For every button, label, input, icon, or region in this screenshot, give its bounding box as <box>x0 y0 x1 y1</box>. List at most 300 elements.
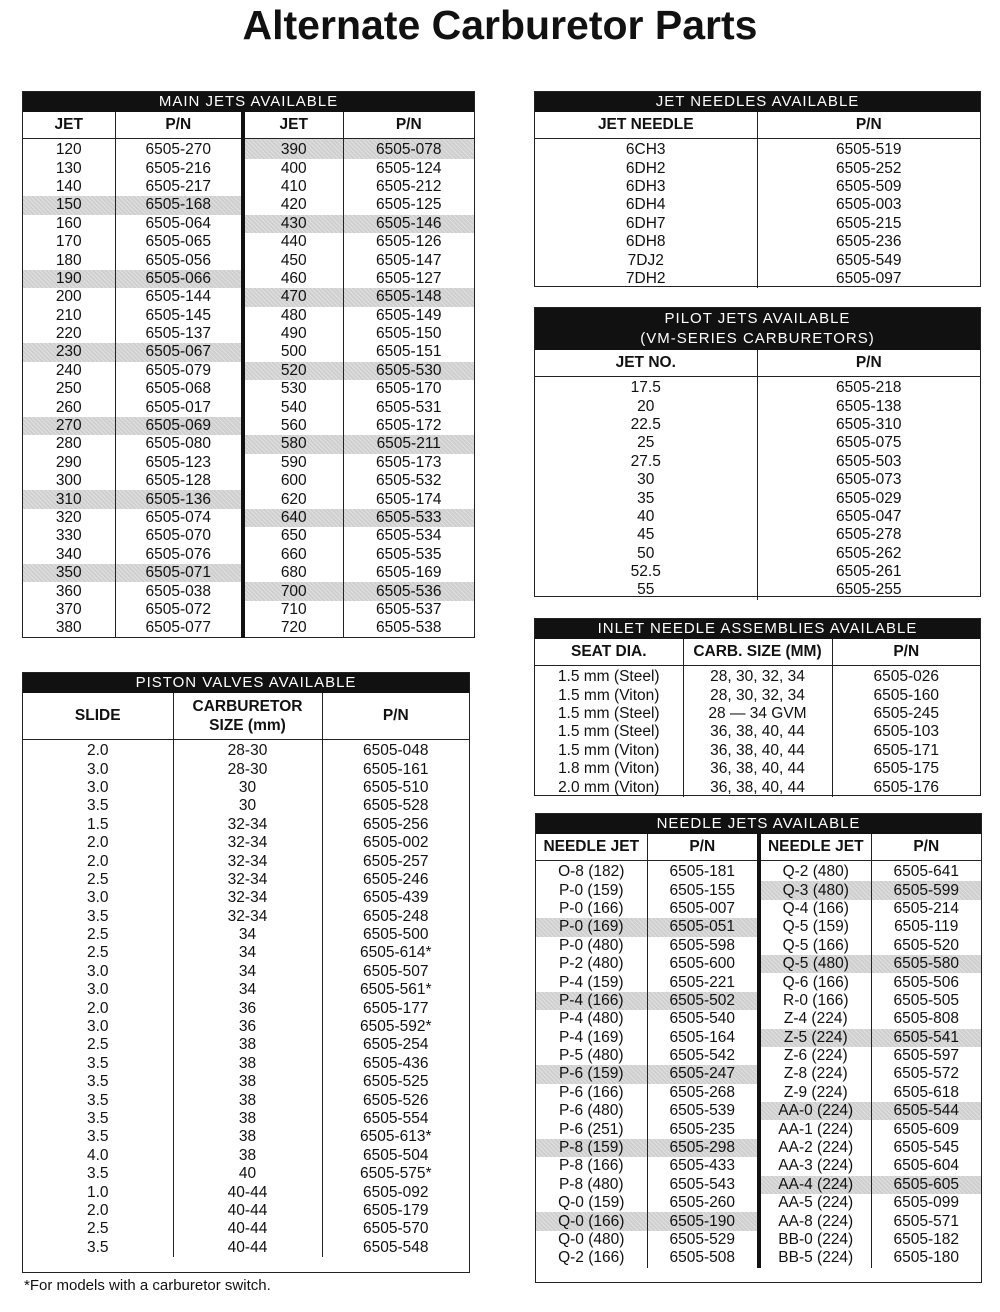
footnote: *For models with a carburetor switch. <box>24 1277 271 1294</box>
part-number-cell: 6505-254 <box>362 1036 429 1054</box>
slide-cell: 2.5 <box>23 944 173 962</box>
table-row <box>536 1010 981 1028</box>
needle-jet-cell: Q-4 (166) <box>759 900 871 918</box>
main-jets-heading: MAIN JETS AVAILABLE <box>23 92 474 112</box>
table-row <box>23 999 469 1017</box>
table-row <box>536 1047 981 1065</box>
part-number-cell: 6505-065 <box>115 233 243 251</box>
jet-size-cell: 240 <box>23 362 115 380</box>
jet-size-cell: 170 <box>23 233 115 251</box>
jet-size-cell: 310 <box>23 490 115 508</box>
table-row <box>536 1176 981 1194</box>
carb-size-cell: 32-34 <box>173 871 322 889</box>
slide-cell: 2.0 <box>23 834 173 852</box>
table-row <box>23 889 469 907</box>
part-number-cell: 6505-150 <box>375 325 442 343</box>
slide-cell: 3.5 <box>23 797 173 815</box>
needle-jet-cell: Q-0 (159) <box>536 1194 647 1212</box>
part-number-cell: 6505-067 <box>115 343 243 361</box>
part-number-cell: 6505-161 <box>362 760 429 778</box>
table-row <box>535 526 980 544</box>
part-number-cell: 6505-544 <box>871 1102 981 1120</box>
part-number-cell: 6505-509 <box>835 177 902 195</box>
jet-size-cell: 320 <box>23 509 115 527</box>
slide-cell: 2.5 <box>23 1220 173 1238</box>
table-row <box>23 981 469 999</box>
jet-needles-heading: JET NEEDLES AVAILABLE <box>535 92 980 112</box>
part-number-cell: 6505-252 <box>835 159 902 177</box>
slide-cell: 2.5 <box>23 871 173 889</box>
part-number-cell: 6505-246 <box>362 870 429 888</box>
column-header: NEEDLE JET <box>759 834 871 861</box>
table-row <box>23 816 469 834</box>
part-number-cell: 6505-164 <box>647 1029 759 1047</box>
jet-number-cell: 55 <box>535 581 757 599</box>
jet-number-cell: 45 <box>535 526 757 544</box>
part-number-cell: 6505-599 <box>871 881 981 899</box>
part-number-cell: 6505-570 <box>362 1220 429 1238</box>
table-row <box>23 1110 469 1128</box>
table-row <box>536 1157 981 1175</box>
table-row <box>23 871 469 889</box>
table-row <box>23 546 474 564</box>
table-row <box>23 1018 469 1036</box>
part-number-cell: 6505-520 <box>893 936 959 954</box>
part-number-cell: 6505-604 <box>893 1157 959 1175</box>
slide-cell: 3.5 <box>23 1239 173 1257</box>
part-number-cell: 6505-190 <box>647 1212 759 1230</box>
part-number-cell: 6505-176 <box>873 778 939 796</box>
part-number-cell: 6505-172 <box>375 417 442 435</box>
table-row <box>23 215 474 233</box>
part-number-cell: 6505-248 <box>362 907 429 925</box>
table-row <box>23 1073 469 1091</box>
part-number-cell: 6505-215 <box>835 214 902 232</box>
table-row <box>535 723 980 741</box>
jet-number-cell: 27.5 <box>535 453 757 471</box>
slide-cell: 3.5 <box>23 1128 173 1146</box>
table-row <box>23 1036 469 1054</box>
part-number-cell: 6505-561* <box>359 981 432 999</box>
jet-size-cell: 230 <box>23 343 115 361</box>
table-row <box>535 397 980 415</box>
table-row <box>536 1065 981 1083</box>
carb-size-cell: 38 <box>173 1036 322 1054</box>
jet-size-cell: 480 <box>243 307 343 325</box>
needle-jet-cell: Q-6 (166) <box>759 973 871 991</box>
table-row <box>535 233 980 251</box>
table-row <box>23 398 474 416</box>
part-number-cell: 6505-173 <box>375 453 442 471</box>
column-header: SLIDE <box>23 693 173 740</box>
part-number-cell: 6505-536 <box>343 582 474 600</box>
jet-size-cell: 700 <box>243 582 343 600</box>
needle-jet-cell: Q-2 (166) <box>536 1249 647 1267</box>
carb-size-cell: 40 <box>173 1165 322 1183</box>
part-number-cell: 6505-002 <box>362 834 429 852</box>
table-row <box>536 1212 981 1230</box>
part-number-cell: 6505-103 <box>873 723 939 741</box>
needle-jet-cell: Q-3 (480) <box>759 881 871 899</box>
part-number-cell: 6505-268 <box>647 1084 759 1102</box>
jet-size-cell: 490 <box>243 325 343 343</box>
needle-jet-cell: Q-0 (480) <box>536 1231 647 1249</box>
part-number-cell: 6505-078 <box>343 139 474 160</box>
needle-jet-cell: Q-2 (480) <box>759 861 871 882</box>
table-row <box>535 666 980 687</box>
part-number-cell: 6505-048 <box>362 742 429 760</box>
part-number-cell: 6505-147 <box>375 251 442 269</box>
needle-jet-cell: P-4 (480) <box>536 1010 647 1028</box>
jet-needle-cell: 6DH4 <box>535 196 757 214</box>
seat-diameter-cell: 1.5 mm (Steel) <box>535 723 683 741</box>
part-number-cell: 6505-149 <box>375 306 442 324</box>
part-number-cell: 6505-545 <box>893 1139 959 1157</box>
jet-number-cell: 20 <box>535 397 757 415</box>
part-number-cell: 6505-029 <box>835 489 902 507</box>
carb-size-cell: 36, 38, 40, 44 <box>683 742 832 760</box>
jet-size-cell: 180 <box>23 251 115 269</box>
part-number-cell: 6505-179 <box>362 1201 429 1219</box>
table-row <box>23 380 474 398</box>
carb-size-cell: 34 <box>173 926 322 944</box>
needle-jet-cell: P-2 (480) <box>536 955 647 973</box>
table-row <box>23 343 474 361</box>
part-number-cell: 6505-549 <box>835 251 902 269</box>
carb-size-cell: 40-44 <box>173 1239 322 1257</box>
part-number-cell: 6505-580 <box>871 955 981 973</box>
table-row <box>536 861 981 882</box>
carb-size-cell: 40-44 <box>173 1183 322 1201</box>
part-number-cell: 6505-614* <box>359 944 432 962</box>
table-row <box>23 417 474 435</box>
table-row <box>23 963 469 981</box>
part-number-cell: 6505-217 <box>115 178 243 196</box>
table-row <box>535 453 980 471</box>
needle-jet-cell: P-0 (159) <box>536 881 647 899</box>
table-row <box>535 545 980 563</box>
table-row <box>536 955 981 973</box>
part-number-cell: 6505-500 <box>362 926 429 944</box>
part-number-cell: 6505-526 <box>362 1091 429 1109</box>
jet-size-cell: 640 <box>243 509 343 527</box>
part-number-cell: 6505-503 <box>835 452 902 470</box>
slide-cell: 3.0 <box>23 963 173 981</box>
part-number-cell: 6505-600 <box>647 955 759 973</box>
part-number-cell: 6505-136 <box>115 490 243 508</box>
part-number-cell: 6505-144 <box>115 288 243 306</box>
table-row <box>23 852 469 870</box>
part-number-cell: 6505-026 <box>873 668 939 686</box>
jet-size-cell: 420 <box>243 196 343 214</box>
part-number-cell: 6505-571 <box>893 1212 959 1230</box>
inlet-needles-heading: INLET NEEDLE ASSEMBLIES AVAILABLE <box>535 619 980 639</box>
column-header: P/N <box>757 112 980 139</box>
part-number-cell: 6505-532 <box>375 472 442 490</box>
part-number-cell: 6505-145 <box>115 307 243 325</box>
table-row <box>23 251 474 269</box>
part-number-cell: 6505-278 <box>835 526 902 544</box>
table-row <box>536 881 981 899</box>
carb-size-cell: 36 <box>173 999 322 1017</box>
jet-size-cell: 440 <box>243 233 343 251</box>
jet-size-cell: 600 <box>243 472 343 490</box>
part-number-cell: 6505-598 <box>647 937 759 955</box>
needle-jet-cell: AA-5 (224) <box>759 1194 871 1212</box>
column-header: JET <box>23 112 115 139</box>
seat-diameter-cell: 1.5 mm (Viton) <box>535 742 683 760</box>
part-number-cell: 6505-092 <box>362 1183 429 1201</box>
carb-size-cell: 32-34 <box>173 834 322 852</box>
part-number-cell: 6505-257 <box>362 852 429 870</box>
jet-size-cell: 220 <box>23 325 115 343</box>
jet-size-cell: 620 <box>243 490 343 508</box>
table-row <box>23 779 469 797</box>
part-number-cell: 6505-128 <box>115 472 243 490</box>
table-row <box>23 1055 469 1073</box>
needle-jet-cell: Q-0 (166) <box>536 1212 647 1230</box>
part-number-cell: 6505-572 <box>893 1065 959 1083</box>
carb-size-cell: 38 <box>173 1147 322 1165</box>
jet-size-cell: 720 <box>243 619 343 637</box>
slide-cell: 2.0 <box>23 740 173 761</box>
part-number-cell: 6505-506 <box>893 973 959 991</box>
part-number-cell: 6505-613* <box>359 1128 432 1146</box>
part-number-cell: 6505-221 <box>647 973 759 991</box>
needle-jets-table <box>535 813 982 1283</box>
part-number-cell: 6505-056 <box>115 251 243 269</box>
part-number-cell: 6505-072 <box>115 601 243 619</box>
table-row <box>536 1231 981 1249</box>
needle-jet-cell: AA-8 (224) <box>759 1212 871 1230</box>
table-row <box>23 760 469 778</box>
table-row <box>535 434 980 452</box>
part-number-cell: 6505-151 <box>375 343 442 361</box>
part-number-cell: 6505-064 <box>115 215 243 233</box>
table-row <box>535 377 980 398</box>
jet-size-cell: 590 <box>243 454 343 472</box>
slide-cell: 2.0 <box>23 1202 173 1220</box>
jet-size-cell: 710 <box>243 601 343 619</box>
part-number-cell: 6505-261 <box>835 563 902 581</box>
needle-jet-cell: Z-4 (224) <box>759 1010 871 1028</box>
table-row <box>23 582 474 600</box>
carb-size-cell: 36, 38, 40, 44 <box>683 723 832 741</box>
carb-size-cell: 28-30 <box>173 740 322 761</box>
part-number-cell: 6505-575* <box>359 1165 432 1183</box>
part-number-cell: 6505-051 <box>647 918 759 936</box>
table-row <box>23 472 474 490</box>
part-number-cell: 6505-123 <box>115 454 243 472</box>
jet-number-cell: 40 <box>535 508 757 526</box>
carb-size-cell: 32-34 <box>173 816 322 834</box>
table-row <box>23 288 474 306</box>
part-number-cell: 6505-168 <box>115 196 243 214</box>
table-row <box>535 196 980 214</box>
part-number-cell: 6505-047 <box>835 507 902 525</box>
part-number-cell: 6505-074 <box>115 509 243 527</box>
jet-size-cell: 410 <box>243 178 343 196</box>
part-number-cell: 6505-505 <box>893 991 959 1009</box>
jet-size-cell: 660 <box>243 546 343 564</box>
jet-size-cell: 460 <box>243 270 343 288</box>
column-header: P/N <box>647 834 759 861</box>
table-row <box>536 1029 981 1047</box>
part-number-cell: 6505-066 <box>115 270 243 288</box>
part-number-cell: 6505-618 <box>893 1083 959 1101</box>
table-row <box>23 159 474 177</box>
needle-jet-cell: P-6 (480) <box>536 1102 647 1120</box>
part-number-cell: 6505-539 <box>647 1102 759 1120</box>
jet-size-cell: 450 <box>243 251 343 269</box>
part-number-cell: 6505-502 <box>647 992 759 1010</box>
table-row <box>535 178 980 196</box>
part-number-cell: 6505-180 <box>893 1249 959 1267</box>
table-row <box>23 564 474 582</box>
slide-cell: 3.5 <box>23 1055 173 1073</box>
needle-jet-cell: Z-8 (224) <box>759 1065 871 1083</box>
part-number-cell: 6505-260 <box>647 1194 759 1212</box>
needle-jet-cell: AA-0 (224) <box>759 1102 871 1120</box>
jet-size-cell: 540 <box>243 398 343 416</box>
needle-jet-cell: P-6 (159) <box>536 1065 647 1083</box>
table-row <box>535 581 980 599</box>
part-number-cell: 6505-170 <box>375 380 442 398</box>
part-number-cell: 6505-548 <box>362 1238 429 1256</box>
needle-jet-cell: P-6 (251) <box>536 1120 647 1138</box>
needle-jet-cell: P-4 (159) <box>536 973 647 991</box>
part-number-cell: 6505-245 <box>873 704 939 722</box>
table-row <box>23 1128 469 1146</box>
table-row <box>23 619 474 637</box>
part-number-cell: 6505-181 <box>647 861 759 882</box>
table-row <box>535 139 980 160</box>
carb-size-cell: 36, 38, 40, 44 <box>683 778 832 796</box>
jet-needle-cell: 7DJ2 <box>535 251 757 269</box>
part-number-cell: 6505-148 <box>343 288 474 306</box>
jet-size-cell: 400 <box>243 159 343 177</box>
needle-jet-cell: P-4 (169) <box>536 1029 647 1047</box>
table-row <box>536 992 981 1010</box>
jet-size-cell: 470 <box>243 288 343 306</box>
table-row <box>23 1202 469 1220</box>
table-row <box>23 926 469 944</box>
carb-size-cell: 28 — 34 GVM <box>683 705 832 723</box>
table-row <box>23 178 474 196</box>
page-title: Alternate Carburetor Parts <box>242 2 758 48</box>
carb-size-cell: 38 <box>173 1091 322 1109</box>
jet-size-cell: 300 <box>23 472 115 490</box>
part-number-cell: 6505-003 <box>835 196 902 214</box>
part-number-cell: 6505-531 <box>375 398 442 416</box>
jet-number-cell: 22.5 <box>535 416 757 434</box>
part-number-cell: 6505-218 <box>835 379 902 397</box>
table-row <box>23 233 474 251</box>
table-row <box>535 215 980 233</box>
jet-needle-cell: 7DH2 <box>535 270 757 288</box>
table-row <box>23 139 474 160</box>
table-row <box>535 705 980 723</box>
part-number-cell: 6505-510 <box>362 778 429 796</box>
jet-size-cell: 330 <box>23 527 115 545</box>
column-header: P/N <box>322 693 469 740</box>
needle-jet-cell: Q-5 (159) <box>759 918 871 936</box>
table-row <box>535 471 980 489</box>
piston-valves-heading: PISTON VALVES AVAILABLE <box>23 673 469 693</box>
jet-size-cell: 530 <box>243 380 343 398</box>
table-row <box>536 1139 981 1157</box>
part-number-cell: 6505-099 <box>893 1194 959 1212</box>
needle-jet-cell: O-8 (182) <box>536 861 647 882</box>
part-number-cell: 6505-169 <box>375 564 442 582</box>
part-number-cell: 6505-433 <box>647 1157 759 1175</box>
table-row <box>535 416 980 434</box>
carb-size-cell: 28, 30, 32, 34 <box>683 686 832 704</box>
part-number-cell: 6505-528 <box>362 797 429 815</box>
part-number-cell: 6505-076 <box>115 546 243 564</box>
table-row <box>535 760 980 778</box>
table-row <box>536 973 981 991</box>
needle-jet-cell: BB-5 (224) <box>759 1249 871 1267</box>
column-header: P/N <box>871 834 981 861</box>
needle-jet-cell: AA-4 (224) <box>759 1176 871 1194</box>
table-row <box>23 944 469 962</box>
needle-jet-cell: R-0 (166) <box>759 992 871 1010</box>
needle-jet-cell: P-4 (166) <box>536 992 647 1010</box>
column-header: P/N <box>832 639 980 666</box>
jet-size-cell: 390 <box>243 139 343 160</box>
seat-diameter-cell: 1.5 mm (Viton) <box>535 686 683 704</box>
carb-size-cell: 38 <box>173 1110 322 1128</box>
part-number-cell: 6505-119 <box>894 918 959 936</box>
part-number-cell: 6505-262 <box>835 544 902 562</box>
carb-size-cell: 28, 30, 32, 34 <box>683 666 832 687</box>
carb-size-cell: 38 <box>173 1055 322 1073</box>
column-header: P/N <box>115 112 243 139</box>
table-row <box>535 742 980 760</box>
jet-size-cell: 430 <box>243 215 343 233</box>
jet-size-cell: 520 <box>243 362 343 380</box>
needle-jet-cell: P-0 (166) <box>536 900 647 918</box>
part-number-cell: 6505-236 <box>835 233 902 251</box>
part-number-cell: 6505-124 <box>375 159 442 177</box>
table-row <box>23 1091 469 1109</box>
carb-size-cell: 38 <box>173 1073 322 1091</box>
needle-jets-heading: NEEDLE JETS AVAILABLE <box>536 814 981 834</box>
part-number-cell: 6505-298 <box>647 1139 759 1157</box>
needle-jet-cell: BB-0 (224) <box>759 1231 871 1249</box>
jet-needle-cell: 6DH2 <box>535 159 757 177</box>
carb-size-cell: 28-30 <box>173 760 322 778</box>
jet-number-cell: 52.5 <box>535 563 757 581</box>
main-jets-table <box>22 91 475 638</box>
jet-size-cell: 250 <box>23 380 115 398</box>
part-number-cell: 6505-508 <box>647 1249 759 1267</box>
table-row <box>23 740 469 761</box>
part-number-cell: 6505-073 <box>835 471 902 489</box>
table-row <box>536 1102 981 1120</box>
column-header: P/N <box>757 350 980 377</box>
jet-size-cell: 500 <box>243 343 343 361</box>
column-header: CARBURETOR SIZE (mm) <box>173 693 322 740</box>
part-number-cell: 6505-017 <box>115 398 243 416</box>
carb-size-cell: 32-34 <box>173 908 322 926</box>
needle-jet-cell: Q-5 (166) <box>759 937 871 955</box>
table-row <box>23 435 474 453</box>
part-number-cell: 6505-071 <box>115 564 243 582</box>
part-number-cell: 6505-525 <box>362 1073 429 1091</box>
table-row <box>23 362 474 380</box>
